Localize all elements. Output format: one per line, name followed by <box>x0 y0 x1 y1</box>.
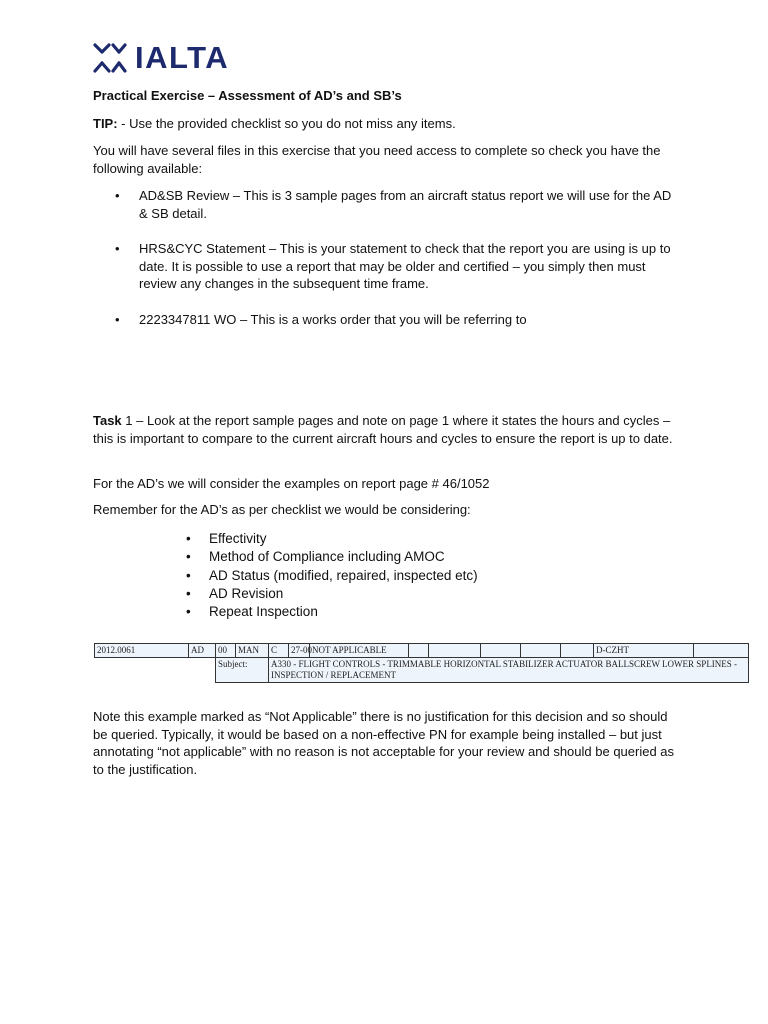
file-item: • AD&SB Review – This is 3 sample pages from an aircraft status report we will use for the AD & SB detail. <box>93 187 673 222</box>
empty-cell <box>561 644 594 658</box>
ad-status-table <box>94 643 749 683</box>
empty-cell <box>429 644 481 658</box>
note-paragraph: Note this example marked as “Not Applicable” there is no justification for this decision and so should be queried. Typically, it would be based on a non-effective PN for example being installed – but just annotating “not applicable” with no reason is not acceptable for your review and should be queried as to the justification. <box>93 709 675 777</box>
file-list <box>93 187 673 328</box>
ad-category-cell: C <box>269 644 289 658</box>
task-text: 1 – Look at the report sample pages and note on page 1 where it states the hours and cycles – this is important to compare to the current aircraft hours and cycles to ensure the report is up to date. <box>93 413 673 446</box>
tip-label: TIP: <box>93 116 118 131</box>
tip-paragraph <box>93 115 456 133</box>
file-item: • HRS&CYC Statement – This is your statement to check that the report you are using is up to date. It is possible to use a report that may be older and certified – you simply then must review any changes in the subsequent time frame. <box>93 240 673 293</box>
registration-cell: D-CZHT <box>594 644 694 658</box>
ad-method-cell: MAN <box>236 644 269 658</box>
table-row <box>95 644 749 658</box>
ad-revision-cell: 00 <box>216 644 236 658</box>
ad-status-cell: NOT APPLICABLE <box>310 644 409 658</box>
subject-cell: A330 - FLIGHT CONTROLS - TRIMMABLE HORIZONTAL STABILIZER ACTUATOR BALLSCREW LOWER SPLINES - INSPECTION / REPLACEMENT <box>269 658 749 683</box>
ad-reference-paragraph: For the AD’s we will consider the examples on report page # 46/1052 <box>93 476 490 491</box>
checklist-item: • AD Revision <box>186 585 478 603</box>
checklist <box>186 530 478 621</box>
checklist-item: • Repeat Inspection <box>186 603 478 621</box>
empty-cell <box>694 644 749 658</box>
ad-number-cell: 2012.0061 <box>95 644 189 658</box>
subject-label-cell: Subject: <box>216 658 269 683</box>
task-paragraph <box>93 412 673 447</box>
remember-paragraph: Remember for the AD’s as per checklist we would be considering: <box>93 502 471 517</box>
blank-cell <box>95 658 216 683</box>
empty-cell <box>481 644 521 658</box>
file-item: • 2223347811 WO – This is a works order that you will be referring to <box>93 311 673 329</box>
task-label: Task <box>93 413 122 428</box>
empty-cell <box>409 644 429 658</box>
page-title: Practical Exercise – Assessment of AD’s and SB’s <box>93 88 402 103</box>
ialta-logo-icon <box>93 42 127 74</box>
ad-type-cell: AD <box>189 644 216 658</box>
tip-text: - Use the provided checklist so you do not miss any items. <box>117 116 456 131</box>
checklist-item: • Effectivity <box>186 530 478 548</box>
intro-paragraph: You will have several files in this exercise that you need access to complete so check you have the following available: <box>93 143 661 176</box>
empty-cell <box>521 644 561 658</box>
logo-wordmark: IALTA <box>135 40 230 75</box>
checklist-item: • Method of Compliance including AMOC <box>186 548 478 566</box>
company-logo <box>93 42 229 74</box>
checklist-item: • AD Status (modified, repaired, inspected etc) <box>186 567 478 585</box>
ad-ata-cell: 27-00 <box>289 644 310 658</box>
table-row <box>95 658 749 683</box>
